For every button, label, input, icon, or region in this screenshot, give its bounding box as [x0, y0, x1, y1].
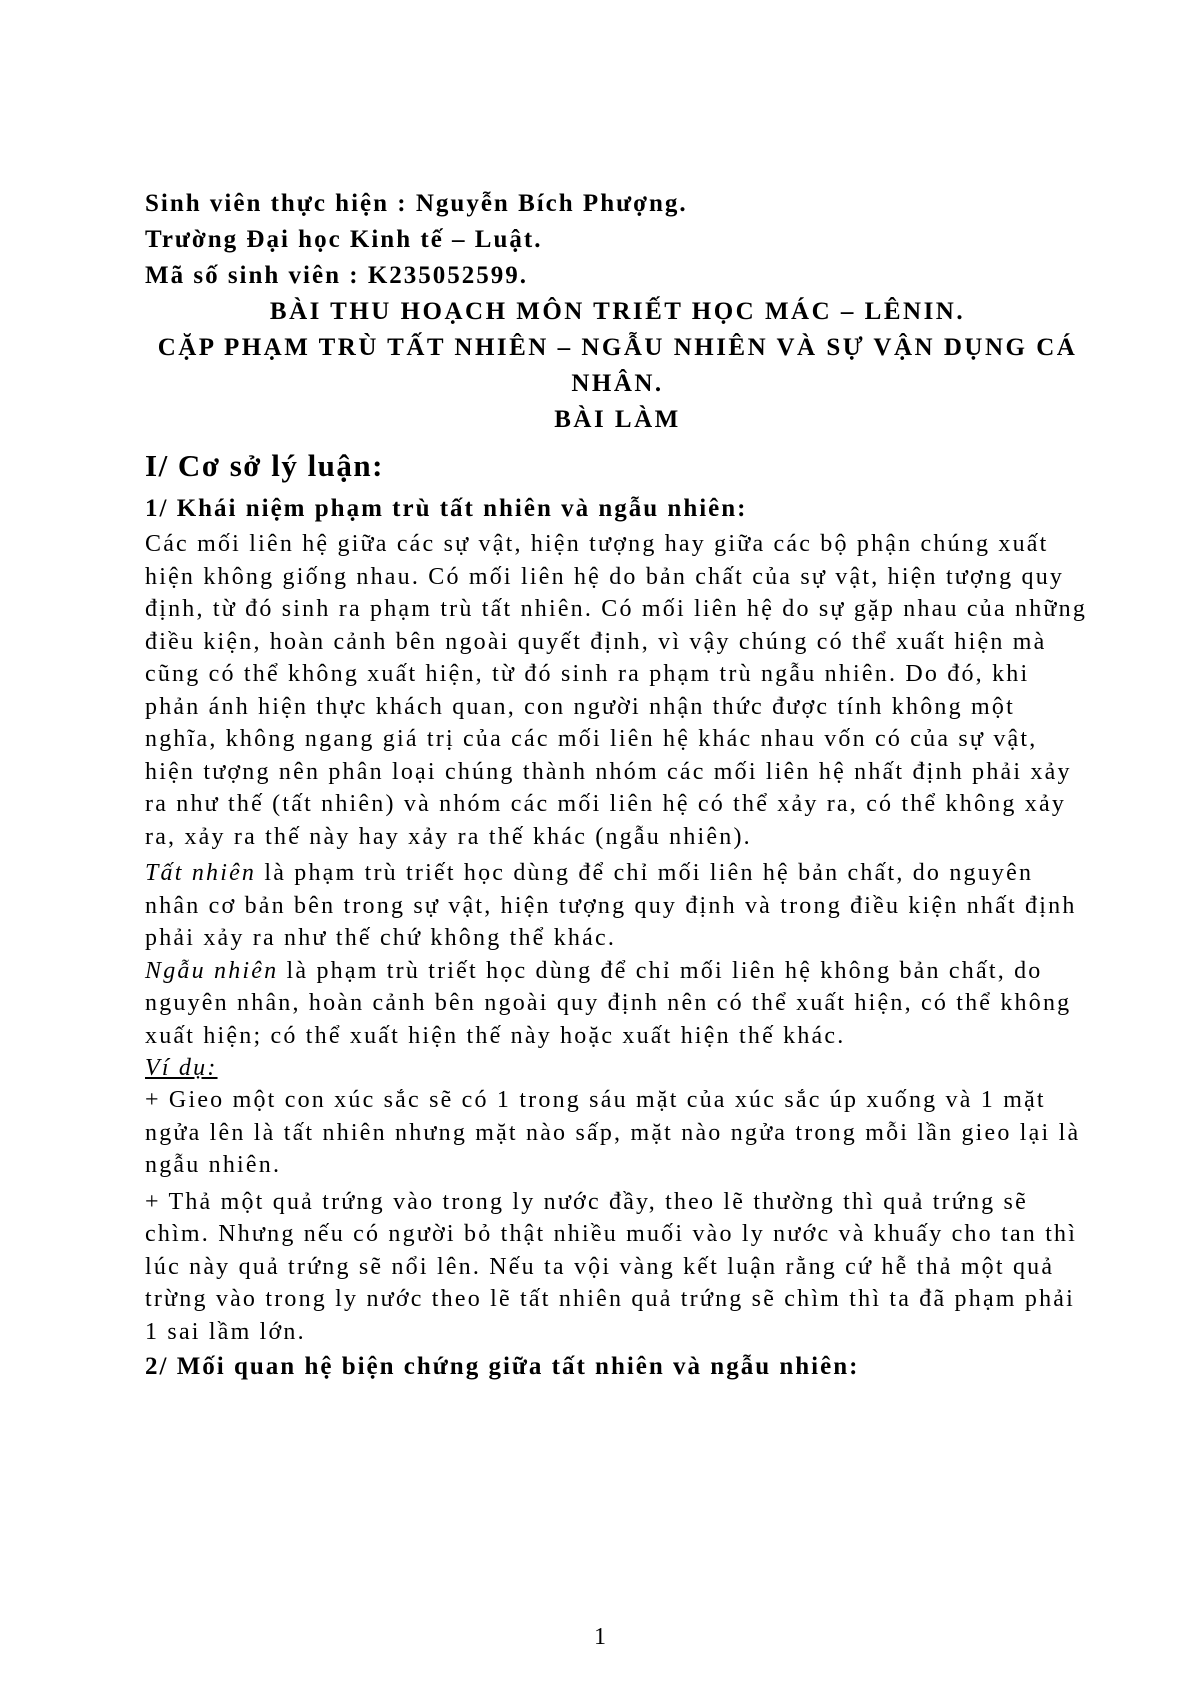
document-subtitle: CẶP PHẠM TRÙ TẤT NHIÊN – NGẪU NHIÊN VÀ SỰ VẬN DỤNG CÁ NHÂN. [157, 334, 1078, 397]
student-name-line: Sinh viên thực hiện : Nguyễn Bích Phượng. [145, 190, 688, 217]
example-egg: + Thả một quả trứng vào trong ly nước đầy, theo lẽ thường thì quả trứng sẽ chìm. Nhưng nếu có người bỏ thật nhiều muối vào ly nước và khuấy cho tan thì lúc này quả trứng sẽ nổi lên. Nếu ta vội vàng kết luận rằng cứ hễ thả một quả trừng vào trong ly nước theo lẽ tất nhiên quả trứng sẽ chìm thì ta đã phạm phải 1 sai lầm lớn. [145, 1188, 1078, 1345]
intro-paragraph: Các mối liên hệ giữa các sự vật, hiện tượng hay giữa các bộ phận chúng xuất hiện không giống nhau. Có mối liên hệ do bản chất của sự vật, hiện tượng quy định, từ đó sinh ra phạm trù tất nhiên. Có mối liên hệ do sự gặp nhau của những điều kiện, hoàn cảnh bên ngoài quyết định, vì vậy chúng có thể xuất hiện mà cũng có thể không xuất hiện, từ đó sinh ra phạm trù ngẫu nhiên. Do đó, khi phản ánh hiện thực khách quan, con người nhận thức được tính không một nghĩa, không ngang giá trị của các mối liên hệ khác nhau vốn có của sự vật, hiện tượng nên phân loại chúng thành nhóm các mối liên hệ nhất định phải xảy ra như thế (tất nhiên) và nhóm các mối liên hệ có thể xảy ra, có thể không xảy ra, xảy ra thế này hay xảy ra thế khác (ngẫu nhiên). [145, 531, 1088, 850]
school-line: Trường Đại học Kinh tế – Luật. [145, 226, 543, 253]
chance-term: Ngẫu nhiên [145, 957, 279, 984]
student-id-line: Mã số sinh viên : K235052599. [145, 262, 529, 289]
example-dice: + Gieo một con xúc sắc sẽ có 1 trong sáu mặt của xúc sắc úp xuống và 1 mặt ngửa lên là tất nhiên nhưng mặt nào sấp, mặt nào ngửa trong mỗi lần gieo lại là ngẫu nhiên. [145, 1087, 1081, 1178]
document-body [145, 186, 1090, 1386]
page-number: 1 [594, 1624, 606, 1650]
chance-definition [145, 955, 1090, 1053]
document-title: BÀI THU HOẠCH MÔN TRIẾT HỌC MÁC – LÊNIN. [269, 298, 966, 325]
subsection-heading-concepts: 1/ Khái niệm phạm trù tất nhiên và ngẫu nhiên: [145, 495, 748, 522]
necessity-definition [145, 857, 1090, 955]
section-heading-theory: I/ Cơ sở lý luận: [145, 448, 384, 483]
subsection-heading-relation: 2/ Mối quan hệ biện chứng giữa tất nhiên và ngẫu nhiên: [145, 1353, 860, 1380]
chance-text: là phạm trù triết học dùng để chỉ mối liên hệ không bản chất, do nguyên nhân, hoàn cảnh bên ngoài quy định nên có thể xuất hiện, có thể không xuất hiện; có thể xuất hiện thế này hoặc xuất hiện thế khác. [145, 957, 1072, 1049]
necessity-text: là phạm trù triết học dùng để chỉ mối liên hệ bản chất, do nguyên nhân cơ bản bên trong sự vật, hiện tượng quy định và trong điều kiện nhất định phải xảy ra như thế chứ không thể khác. [145, 860, 1077, 951]
answer-heading: BÀI LÀM [554, 406, 681, 433]
example-label: Ví dụ: [145, 1055, 218, 1081]
necessity-term: Tất nhiên [145, 860, 257, 886]
